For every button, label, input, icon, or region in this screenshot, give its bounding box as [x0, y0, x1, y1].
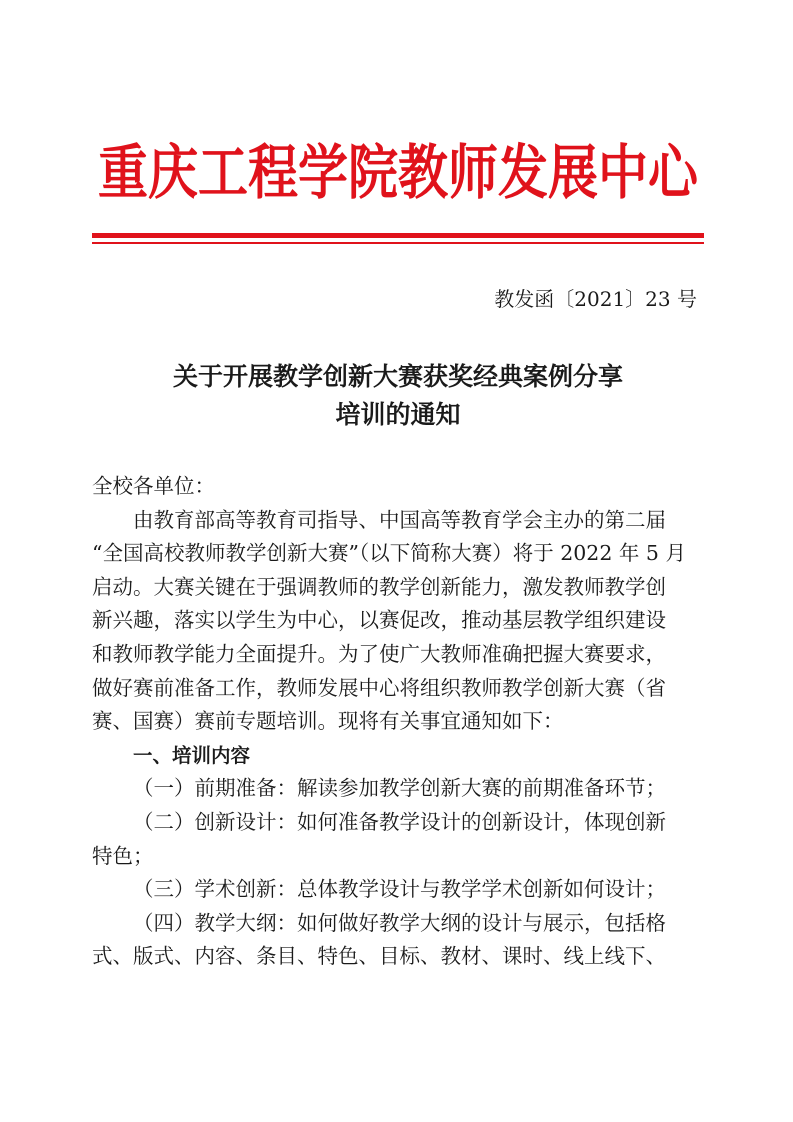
- document-title: [92, 358, 704, 434]
- section-heading: 一、培训内容: [133, 743, 251, 767]
- list-item-continuation: 式、版式、内容、条目、特色、目标、教材、课时、线上线下、: [92, 944, 666, 969]
- document-body: [92, 470, 708, 974]
- intro-line: 启动。大赛关键在于强调教师的教学创新能力，激发教师教学创: [92, 574, 666, 599]
- list-item-continuation: 特色；: [92, 843, 154, 868]
- list-item: （一）前期准备：解读参加教学创新大赛的前期准备环节；: [133, 776, 666, 801]
- list-item: （二）创新设计：如何准备教学设计的创新设计，体现创新: [133, 809, 666, 834]
- list-item: （三）学术创新：总体教学设计与教学学术创新如何设计；: [133, 877, 666, 902]
- document-title-line-2: 培训的通知: [335, 400, 461, 429]
- intro-line: 和教师教学能力全面提升。为了使广大教师准确把握大赛要求，: [92, 641, 666, 666]
- document-title-line-1: 关于开展教学创新大赛获奖经典案例分享: [172, 362, 623, 391]
- masthead-thin-rule: [92, 242, 704, 244]
- document-number: 教发函〔2021〕23 号: [494, 287, 697, 311]
- salutation: 全校各单位：: [92, 474, 215, 498]
- intro-line: 做好赛前准备工作，教师发展中心将组织教师教学创新大赛（省: [92, 675, 666, 700]
- intro-line: “全国高校教师教学创新大赛”（以下简称大赛）将于 2022 年 5 月: [92, 541, 686, 566]
- intro-line: 新兴趣，落实以学生为中心，以赛促改，推动基层教学组织建设: [92, 608, 666, 633]
- intro-line: 由教育部高等教育司指导、中国高等教育学会主办的第二届: [133, 507, 666, 532]
- masthead-org-name: 重庆工程学院教师发展中心: [98, 138, 698, 208]
- list-item: （四）教学大纲：如何做好教学大纲的设计与展示，包括格: [133, 910, 666, 935]
- intro-line: 赛、国赛）赛前专题培训。现将有关事宜通知如下：: [92, 709, 564, 734]
- masthead-thick-rule: [92, 233, 704, 238]
